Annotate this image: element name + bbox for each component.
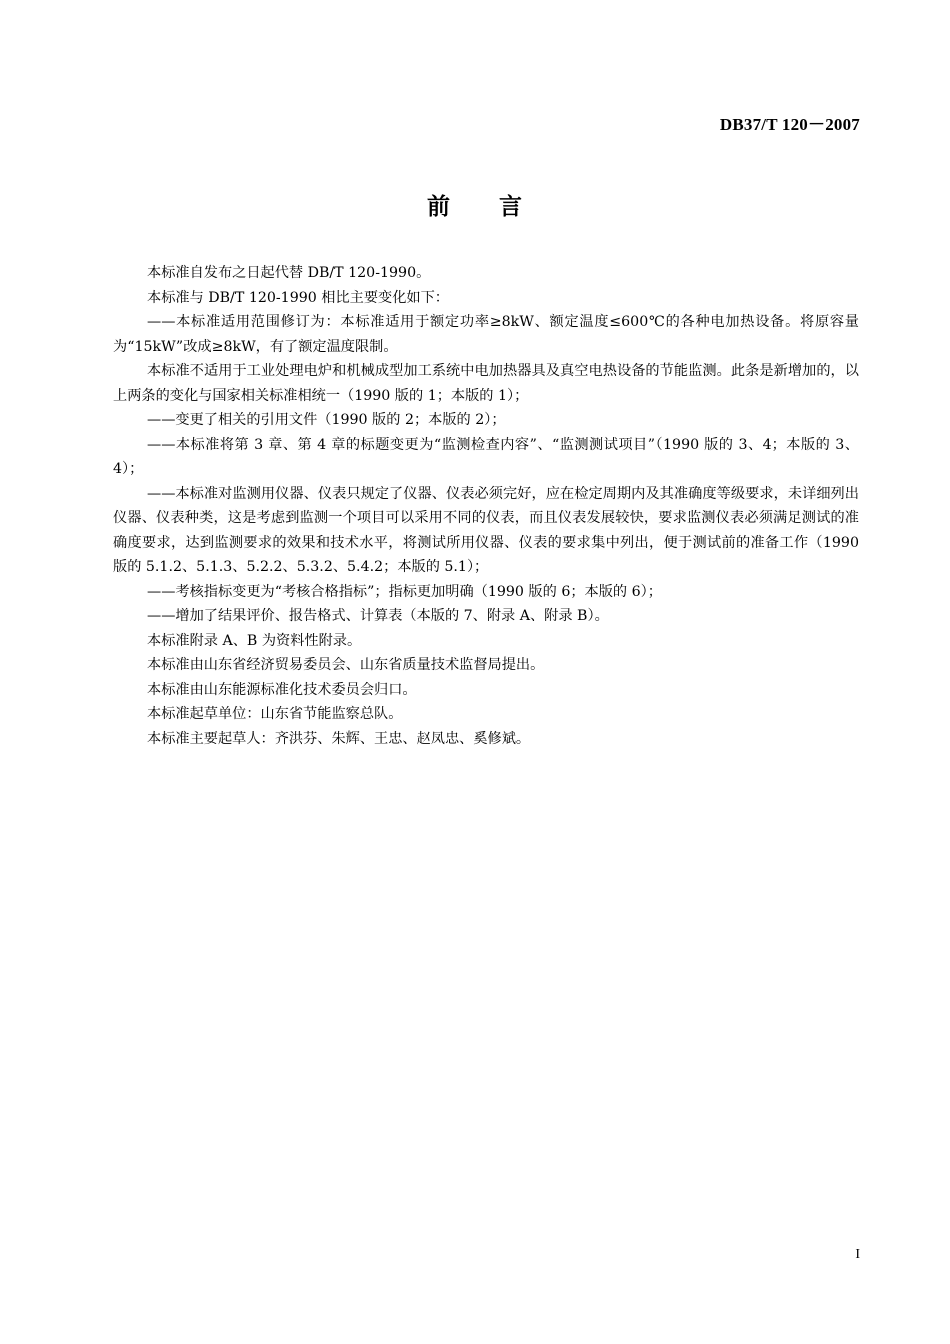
page-title: [0, 188, 950, 221]
foreword-body: [113, 261, 859, 751]
paragraph: ——本标准适用范围修订为：本标准适用于额定功率≥8kW、额定温度≤600℃的各种电加热设备。将原容量为“15kW”改成≥8kW，有了额定温度限制。: [113, 314, 859, 355]
document-code: DB37/T 120－2007: [719, 115, 860, 134]
paragraph: ——变更了相关的引用文件（1990 版的 2；本版的 2）；: [147, 412, 506, 428]
paragraph: 本标准起草单位：山东省节能监察总队。: [147, 706, 403, 722]
title-char-2: 言: [499, 193, 523, 220]
paragraph: 本标准附录 A、B 为资料性附录。: [147, 632, 362, 649]
paragraph: 本标准不适用于工业处理电炉和机械成型加工系统中电加热器具及真空电热设备的节能监测。此条是新增加的，以上两条的变化与国家相关标准相统一（1990 版的 1；本版的 1）；: [113, 363, 859, 404]
paragraph: ——本标准将第 3 章、第 4 章的标题变更为“监测检查内容”、“监测测试项目”（1990 版的 3、4；本版的 3、4）；: [113, 436, 859, 477]
paragraph: ——增加了结果评价、报告格式、计算表（本版的 7、附录 A、附录 B）。: [147, 608, 609, 624]
page-number: I: [855, 1247, 860, 1262]
paragraph: ——本标准对监测用仪器、仪表只规定了仪器、仪表必须完好，应在检定周期内及其准确度等级要求，未详细列出仪器、仪表种类，这是考虑到监测一个项目可以采用不同的仪表，而且仪表发展较快，要求监测仪表必须满足测试的准确度要求，达到监测要求的效果和技术水平，将测试所用仪器、仪表的要求集中列出，便于测试前的准备工作（1990 版的 5.1.2、5.1.3、5.2.2、5.3.2、5.4.2；本版的 5.1）；: [113, 485, 859, 575]
paragraph: 本标准由山东省经济贸易委员会、山东省质量技术监督局提出。: [147, 657, 545, 673]
paragraph: ——考核指标变更为“考核合格指标”；指标更加明确（1990 版的 6；本版的 6）；: [147, 583, 662, 600]
title-char-1: 前: [427, 193, 451, 220]
paragraph: 本标准与 DB/T 120-1990 相比主要变化如下：: [147, 289, 449, 306]
paragraph: 本标准自发布之日起代替 DB/T 120-1990。: [147, 265, 431, 281]
paragraph: 本标准由山东能源标准化技术委员会归口。: [147, 681, 417, 698]
paragraph: 本标准主要起草人：齐洪芬、朱辉、王忠、赵凤忠、奚修斌。: [147, 730, 531, 747]
